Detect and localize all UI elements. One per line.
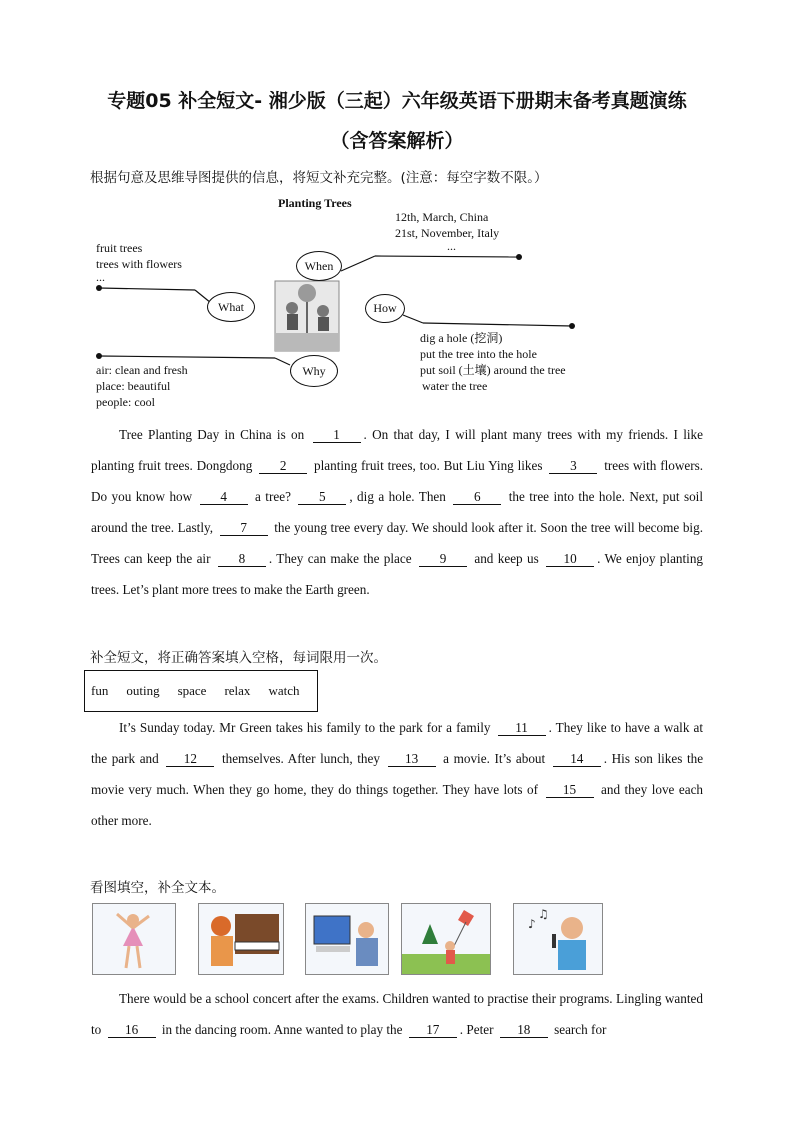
blank-6[interactable]: 6 <box>453 490 501 505</box>
dancing-girl-image <box>92 903 176 975</box>
blank-9[interactable]: 9 <box>419 552 467 567</box>
blank-12[interactable]: 12 <box>166 752 214 767</box>
svg-text:♪: ♪ <box>528 917 536 931</box>
when-item: 21st, November, Italy <box>395 226 500 240</box>
blank-15[interactable]: 15 <box>546 783 594 798</box>
blank-4[interactable]: 4 <box>200 490 248 505</box>
section1-instruction: 根据句意及思维导图提供的信息，将短文补充完整。(注意：每空字数不限。） <box>90 170 548 186</box>
blank-5[interactable]: 5 <box>298 490 346 505</box>
passage-2: It’s Sunday today. Mr Green takes his family to the park for a family 11 . They like to have a walk at the park and 12 themselves. After lunch, they 13 a movie. It’s about 14 . His son likes the movie very much. When they go home, they do things together. They have lots of 15 and they love each other more. <box>91 720 704 828</box>
blank-13[interactable]: 13 <box>388 752 436 767</box>
blank-1[interactable]: 1 <box>313 428 361 443</box>
what-item: fruit trees <box>96 241 143 255</box>
word-bank-item: space <box>177 683 207 698</box>
singing-boy-image <box>513 903 603 975</box>
piano-player-image <box>198 903 284 975</box>
word-bank-item: fun <box>91 683 109 698</box>
blank-10[interactable]: 10 <box>546 552 594 567</box>
when-item: ... <box>447 239 456 253</box>
how-item: dig a hole (挖洞) <box>420 331 503 345</box>
page-subtitle: （含答案解析） <box>330 130 464 152</box>
why-item: people: cool <box>96 395 155 409</box>
when-node: When <box>296 251 342 281</box>
what-item: trees with flowers <box>96 257 182 271</box>
how-item: water the tree <box>422 379 488 393</box>
page-title: 专题05 补全短文- 湘少版（三起）六年级英语下册期末备考真题演练 <box>107 90 687 112</box>
mind-map <box>85 193 595 413</box>
svg-text:♫: ♫ <box>538 907 549 921</box>
blank-11[interactable]: 11 <box>498 721 546 736</box>
word-bank-item: watch <box>268 683 300 698</box>
why-node: Why <box>290 355 338 387</box>
passage-3: There would be a school concert after the exams. Children wanted to practise their programs. Lingling wanted to 16 in the dancing room. Anne wanted to play the 17 . Peter 18 search for <box>91 991 703 1037</box>
computer-user-image <box>305 903 389 975</box>
how-item: put the tree into the hole <box>420 347 537 361</box>
blank-16[interactable]: 16 <box>108 1023 156 1038</box>
passage-1: Tree Planting Day in China is on 1 . On that day, I will plant many trees with my friends. I like planting fruit trees. Dongdong 2 planting fruit trees, too. But Liu Ying likes 3 trees with flowers. Do you know how 4 a tree? 5 , dig a hole. Then 6 the tree into the hole. Next, put soil around the tree. Lastly, 7 the young tree every day. We should look after it. Soon the tree will become big. Trees can keep the air 8 . They can make the place 9 and keep us 10 . We enjoy planting trees. Let’s plant more trees to make the Earth green. <box>91 427 704 597</box>
section2-instruction: 补全短文，将正确答案填入空格，每词限用一次。 <box>90 650 387 666</box>
word-bank-item: outing <box>126 683 160 698</box>
what-item: ... <box>96 270 105 284</box>
what-node: What <box>207 292 255 322</box>
blank-7[interactable]: 7 <box>220 521 268 536</box>
blank-3[interactable]: 3 <box>549 459 597 474</box>
kite-flying-image <box>401 903 491 975</box>
blank-8[interactable]: 8 <box>218 552 266 567</box>
when-item: 12th, March, China <box>395 210 489 224</box>
section3-instruction: 看图填空，补全文本。 <box>90 880 225 896</box>
how-node: How <box>365 294 405 323</box>
blank-17[interactable]: 17 <box>409 1023 457 1038</box>
blank-14[interactable]: 14 <box>553 752 601 767</box>
mind-map-heading: Planting Trees <box>278 196 352 210</box>
why-item: air: clean and fresh <box>96 363 188 377</box>
blank-2[interactable]: 2 <box>259 459 307 474</box>
how-item: put soil (土壤) around the tree <box>420 363 566 377</box>
why-item: place: beautiful <box>96 379 171 393</box>
word-bank-item: relax <box>224 683 251 698</box>
blank-18[interactable]: 18 <box>500 1023 548 1038</box>
word-bank <box>84 670 318 712</box>
